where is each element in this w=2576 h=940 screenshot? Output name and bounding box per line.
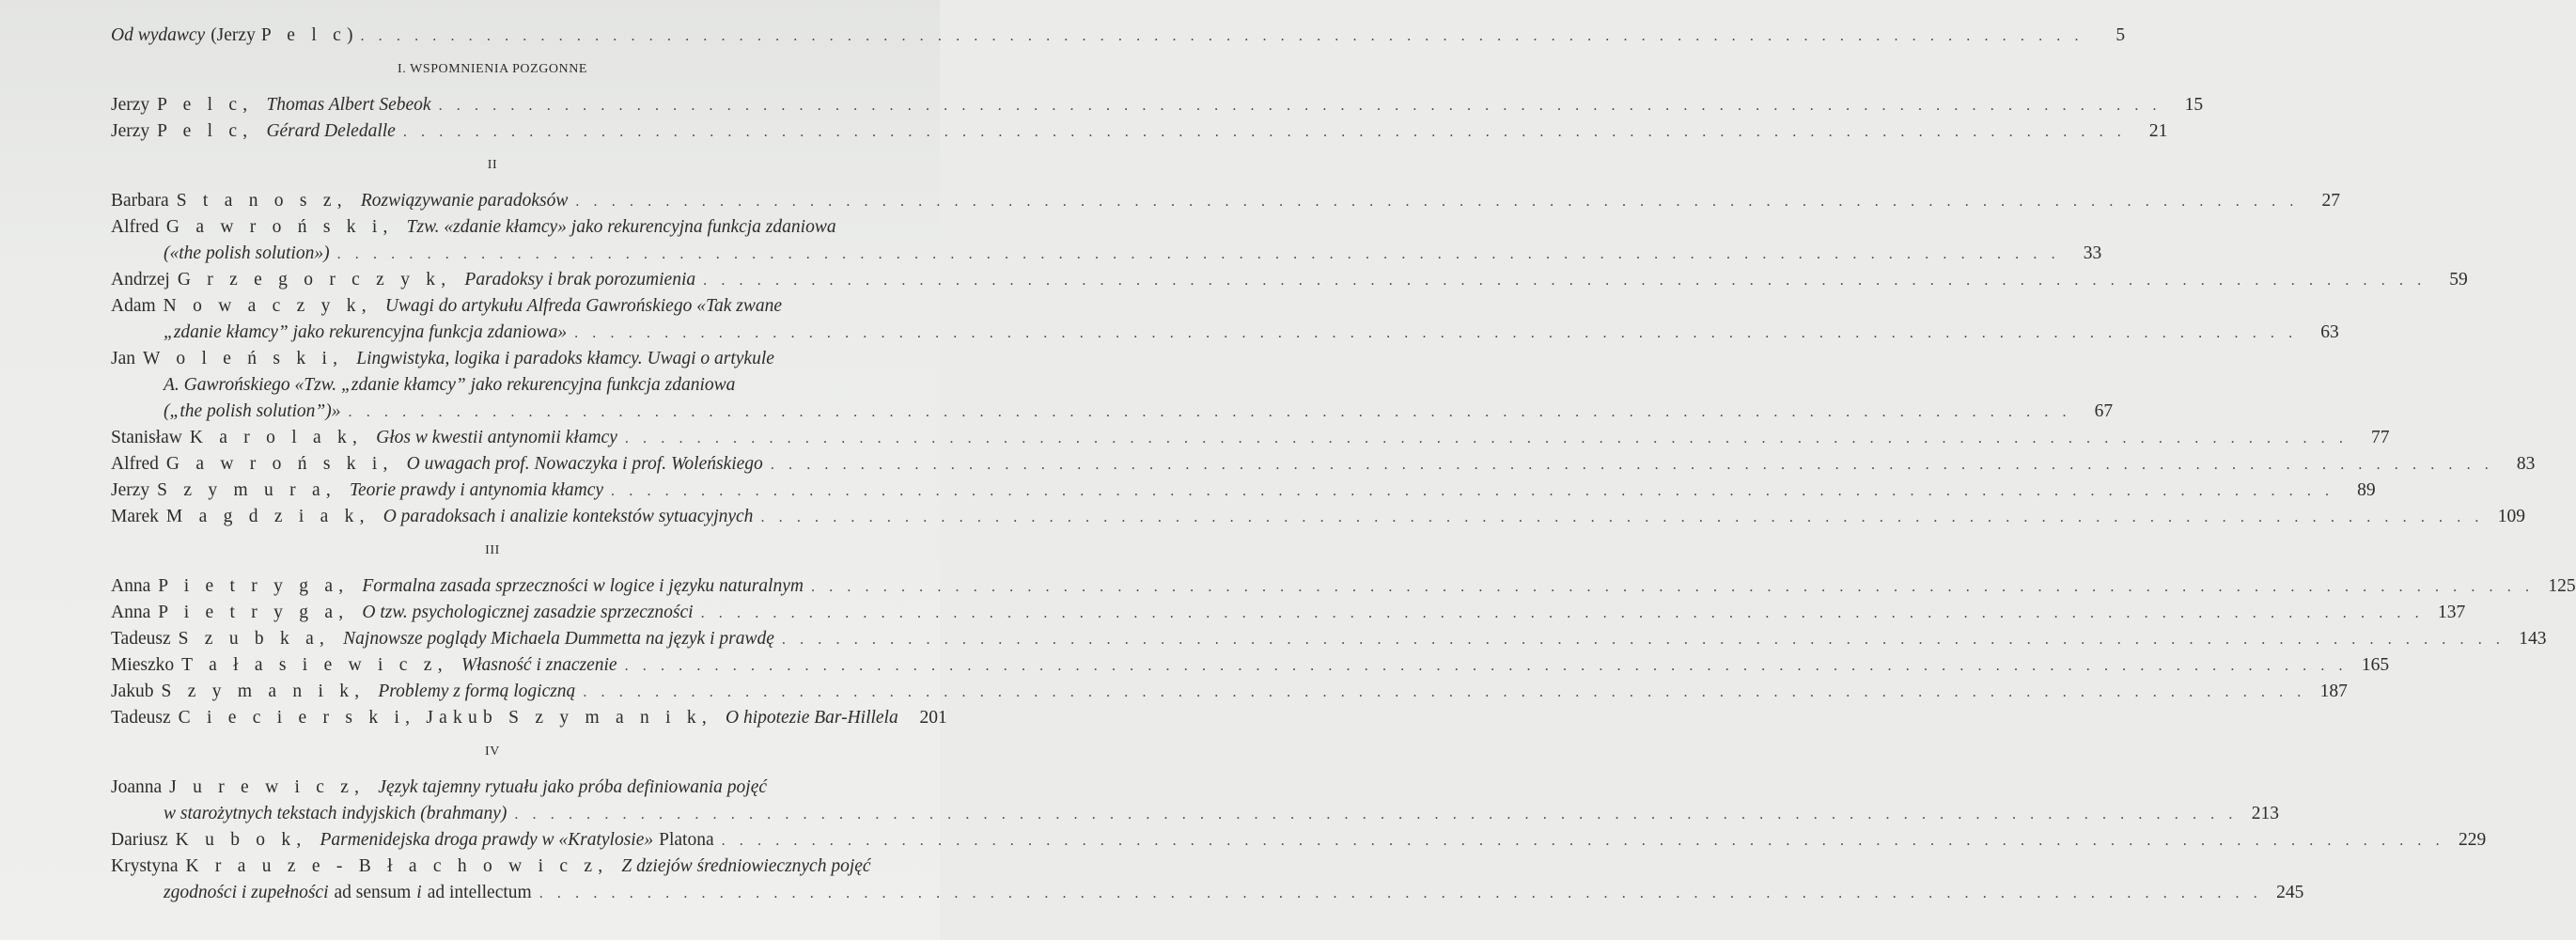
entry-page-number: 109: [2497, 507, 2526, 526]
entry-title: Problemy z formą logiczną: [378, 682, 576, 701]
toc-entry-continuation: [111, 241, 2102, 267]
toc-entry[interactable]: [111, 293, 874, 320]
entry-author-first-name: Andrzej: [111, 270, 170, 290]
toc-entry[interactable]: [111, 188, 2340, 214]
toc-entry[interactable]: [111, 118, 2168, 145]
entry-title: Z dziejów średniowiecznych pojęć: [621, 856, 871, 876]
toc-entry-continuation: [111, 801, 2279, 827]
dot-leader: [782, 627, 2506, 653]
entry-title-continuation: „zdanie kłamcy” jako rekurencyjna funkcja zdaniowa»: [164, 322, 568, 342]
entry-title: Najnowsze poglądy Michaela Dummetta na język i prawdę: [343, 629, 774, 649]
entry-title: Thomas Albert Sebeok: [266, 95, 431, 115]
entry-author-first-name: Jerzy: [111, 95, 150, 115]
dot-leader: [574, 321, 2298, 347]
entry-title-continuation: w starożytnych tekstach indyjskich (brahmany): [164, 804, 507, 823]
entry-title: Język tajemny rytuału jako próba definiowania pojęć: [378, 777, 768, 797]
entry-author-first-name: Tadeusz: [111, 708, 171, 728]
toc-entry-continuation: [111, 399, 2114, 425]
entry-title: Rozwiązywanie paradoksów: [360, 191, 569, 211]
toc-entry[interactable]: [111, 854, 874, 880]
entry-page-number: 21: [2148, 121, 2168, 141]
entry-author-first-name: Jerzy: [111, 480, 150, 500]
entry-page-number: 59: [2449, 270, 2468, 290]
entry-title: O uwagach prof. Nowaczyka i prof. Woleńskiego: [406, 454, 763, 474]
toc-entry-intro[interactable]: [111, 23, 2126, 49]
entry-title: Tzw. «zdanie kłamcy» jako rekurencyjna funkcja zdaniowa: [406, 217, 836, 237]
dot-leader: [439, 93, 2162, 119]
toc-entry[interactable]: [111, 600, 2466, 626]
entry-title: Od wydawcy: [111, 25, 206, 45]
entry-author-first-name: Stanisław: [111, 428, 182, 447]
dot-leader: [583, 680, 2306, 706]
entry-author-first-name: Anna: [111, 576, 151, 596]
entry-author-first-name: Alfred: [111, 454, 159, 474]
entry-author-last-name: P i e t r y g a,: [158, 576, 350, 596]
entry-page-number: 201: [919, 708, 947, 728]
toc-entry[interactable]: [111, 626, 2547, 652]
toc-entry[interactable]: [111, 425, 2390, 451]
entry-author-last-name: P e l c,: [157, 121, 254, 141]
section-heading: II: [487, 158, 498, 172]
entry-title-continuation: zgodności i zupełności: [164, 883, 329, 902]
entry-author-last-name: S z y m a n i k,: [161, 682, 366, 701]
entry-page-number: 27: [2321, 191, 2340, 211]
entry-author-last-name: M a g d z i a k,: [165, 507, 370, 526]
entry-author-first-name: Barbara: [111, 191, 169, 211]
dot-leader: [625, 426, 2349, 452]
section-heading: I. WSPOMNIENIA POZGONNE: [397, 62, 587, 76]
entry-title-upright: Platona: [659, 830, 714, 850]
entry-title: Głos w kwestii antynomii kłamcy: [376, 428, 617, 447]
entry-author-first-name: Alfred: [111, 217, 159, 237]
entry-page-number: 5: [2115, 25, 2126, 45]
toc-entry-continuation: [111, 320, 2339, 346]
entry-title-latin: ad intellectum: [427, 883, 532, 902]
dot-leader: [701, 601, 2425, 627]
toc-entry[interactable]: [111, 679, 2348, 705]
entry-page-number: 63: [2320, 322, 2339, 342]
sections-container: [111, 56, 2576, 906]
entry-author-last-name: W o l e ń s k i,: [143, 349, 344, 368]
section-heading: III: [485, 543, 500, 557]
toc-entry[interactable]: [111, 92, 2204, 118]
entry-author-first-name: Mieszko: [111, 655, 175, 675]
entry-author-first-name: Adam: [111, 296, 156, 316]
entry-title: O tzw. psychologicznej zasadzie sprzeczności: [362, 603, 694, 622]
entry-author-last-name: J u r e w i c z,: [169, 777, 366, 797]
entry-author-first-name: Dariusz: [111, 830, 168, 850]
toc-entry-continuation: [111, 372, 874, 399]
entry-title: Paradoksy i brak porozumienia: [464, 270, 696, 290]
entry-title: O paradoksach i analizie kontekstów sytuacyjnych: [382, 507, 754, 526]
entry-author-suffix: ): [346, 25, 353, 45]
dot-leader: [349, 400, 2072, 426]
entry-title-latin: ad sensum: [334, 883, 412, 902]
entry-author-last-name: G a w r o ń s k i,: [165, 454, 394, 474]
entry-author-last-name: K r a u z e - B ł a c h o w i c z,: [185, 856, 609, 876]
entry-author-first-name: Tadeusz: [111, 629, 171, 649]
entry-title: Własność i znaczenie: [461, 655, 617, 675]
entry-author-last-name: P i e t r y g a,: [158, 603, 350, 622]
dot-leader: [625, 653, 2349, 680]
entry-author-first-name: Jan: [111, 349, 135, 368]
entry-author-last-name: N o w a c z y k,: [163, 296, 372, 316]
entry-page-number: 137: [2437, 603, 2466, 622]
toc-entry[interactable]: [111, 346, 874, 372]
entry-title: Parmenidejska droga prawdy w «Kratylosie»: [320, 830, 654, 850]
toc-entry[interactable]: [111, 827, 2487, 854]
entry-author-first-name: Jerzy: [111, 121, 150, 141]
entry-author-last-name: C i e c i e r s k i, Jakub S z y m a n i k,: [178, 708, 712, 728]
toc-entry[interactable]: [111, 451, 2536, 478]
entry-author-last-name: K u b o k,: [175, 830, 307, 850]
entry-page-number: 213: [2251, 804, 2279, 823]
entry-page-number: 77: [2370, 428, 2390, 447]
table-of-contents: [111, 23, 2576, 906]
entry-title: Formalna zasada sprzeczności w logice i języku naturalnym: [362, 576, 804, 596]
dot-leader: [811, 574, 2535, 601]
entry-page-number: 165: [2361, 655, 2390, 675]
dot-leader: [575, 189, 2299, 215]
toc-entry[interactable]: [111, 267, 2468, 293]
entry-title-continuation: („the polish solution”)»: [164, 401, 341, 421]
entry-author-last-name: T a ł a s i e w i c z,: [181, 655, 448, 675]
dot-leader: [514, 802, 2238, 828]
toc-entry[interactable]: [111, 775, 874, 801]
entry-title: O hipotezie Bar-Hillela: [725, 708, 898, 728]
entry-title-continuation: («the polish solution»): [164, 243, 330, 263]
toc-entry[interactable]: [111, 504, 2526, 530]
entry-author-first-name: Marek: [111, 507, 159, 526]
entry-author-first-name: Krystyna: [111, 856, 179, 876]
entry-page-number: 89: [2357, 480, 2376, 500]
section-heading: IV: [485, 744, 500, 759]
entry-author-last-name: K a r o l a k,: [189, 428, 364, 447]
entry-page-number: 143: [2519, 629, 2547, 649]
entry-author-prefix: (Jerzy: [211, 25, 256, 45]
toc-entry[interactable]: [111, 214, 874, 241]
dot-leader: [403, 119, 2127, 146]
toc-entry[interactable]: [111, 652, 2390, 679]
entry-page-number: 67: [2094, 401, 2114, 421]
dot-leader: [722, 828, 2445, 854]
dot-leader: [539, 881, 2263, 907]
entry-page-number: 245: [2276, 883, 2304, 902]
entry-author: P e l c: [260, 25, 347, 45]
entry-author-first-name: Joanna: [111, 777, 163, 797]
dot-leader: [771, 452, 2494, 478]
entry-author-last-name: S t a n o s z,: [176, 191, 348, 211]
entry-title: Teorie prawdy i antynomia kłamcy: [349, 480, 604, 500]
toc-entry[interactable]: [111, 478, 2376, 504]
dot-leader: [337, 242, 2061, 268]
entry-page-number: 187: [2319, 682, 2348, 701]
entry-page-number: 33: [2083, 243, 2102, 263]
entry-page-number: 229: [2458, 830, 2487, 850]
entry-title: Gérard Deledalle: [266, 121, 396, 141]
entry-author-last-name: P e l c,: [157, 95, 254, 115]
entry-title: Lingwistyka, logika i paradoks kłamcy. Uwagi o artykule: [356, 349, 774, 368]
dot-leader: [611, 478, 2334, 505]
toc-entry-continuation: [111, 880, 2304, 906]
entry-title-conjunction: i: [416, 883, 422, 902]
entry-author-last-name: S z u b k a,: [178, 629, 331, 649]
entry-title-continuation: A. Gawrońskiego «Tzw. „zdanie kłamcy” jako rekurencyjna funkcja zdaniowa: [164, 375, 736, 395]
entry-page-number: 83: [2516, 454, 2536, 474]
dot-leader: [360, 24, 2084, 50]
entry-author-last-name: G a w r o ń s k i,: [165, 217, 394, 237]
toc-entry[interactable]: [111, 573, 2576, 600]
entry-page-number: 125: [2548, 576, 2576, 596]
toc-entry[interactable]: [111, 705, 947, 731]
entry-title: Uwagi do artykułu Alfreda Gawrońskiego «Tak zwane: [384, 296, 783, 316]
entry-author-first-name: Anna: [111, 603, 151, 622]
dot-leader: [760, 505, 2484, 531]
entry-page-number: 15: [2184, 95, 2204, 115]
entry-author-last-name: G r z e g o r c z y k,: [177, 270, 452, 290]
dot-leader: [703, 268, 2427, 294]
entry-author-last-name: S z y m u r a,: [157, 480, 336, 500]
entry-author-first-name: Jakub: [111, 682, 154, 701]
